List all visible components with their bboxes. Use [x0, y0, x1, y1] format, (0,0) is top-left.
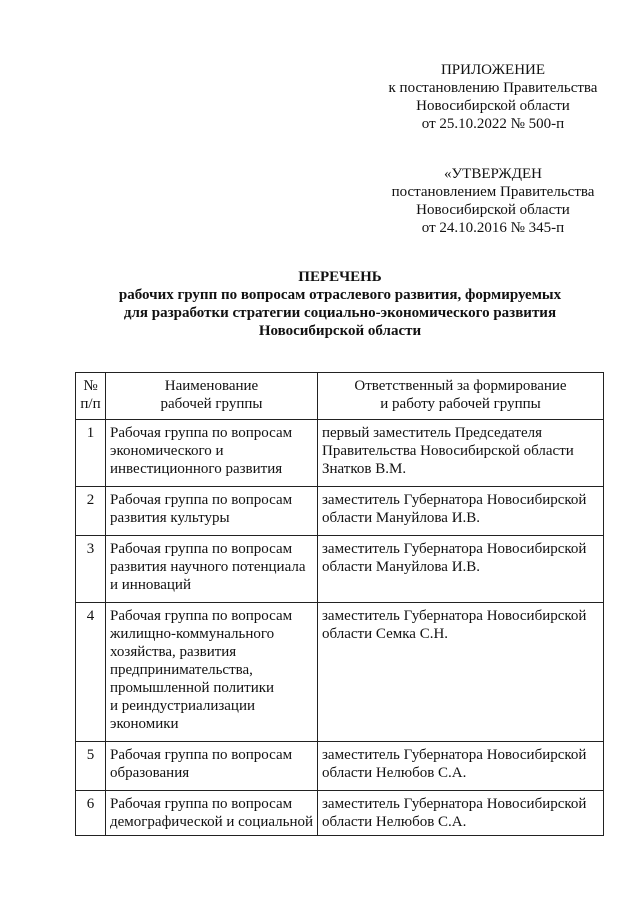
row-group-name [106, 742, 318, 791]
row-group-name [106, 487, 318, 536]
responsible-line: первый заместитель Председателя [322, 425, 542, 441]
approved-stamp [378, 165, 608, 237]
group-name-line: предпринимательства, [110, 662, 253, 678]
group-name-line: Рабочая группа по вопросам [110, 492, 293, 508]
approved-line-2: Новосибирской области [416, 202, 570, 218]
row-responsible [318, 603, 604, 742]
group-name-line: Рабочая группа по вопросам [110, 796, 293, 812]
title-line-1: рабочих групп по вопросам отраслевого развития, формируемых [118, 287, 562, 303]
responsible-line: области Мануйлова И.В. [322, 510, 481, 526]
responsible-line: Знатков В.М. [322, 461, 407, 477]
title-line-3: Новосибирской области [258, 323, 422, 339]
row-group-name [106, 603, 318, 742]
header-responsible-line: Ответственный за формирование [354, 378, 567, 394]
header-responsible [318, 373, 604, 420]
group-name-line: жилищно-коммунального [110, 626, 275, 642]
appendix-line-2: Новосибирской области [416, 98, 570, 114]
row-number: 4 [76, 603, 106, 742]
row-responsible [318, 420, 604, 487]
header-name-line: Наименование [164, 378, 259, 394]
group-name-line: Рабочая группа по вопросам [110, 747, 293, 763]
responsible-line: заместитель Губернатора Новосибирской [322, 492, 587, 508]
responsible-line: области Нелюбов С.А. [322, 765, 467, 781]
group-name-line: экономики [110, 716, 179, 732]
table-row [76, 536, 604, 603]
row-number: 5 [76, 742, 106, 791]
appendix-line-3: от 25.10.2022 № 500-п [421, 116, 565, 132]
table-row [76, 487, 604, 536]
responsible-line: заместитель Губернатора Новосибирской [322, 541, 587, 557]
row-responsible [318, 536, 604, 603]
title-line-2: для разработки стратегии социально-экономического развития [123, 305, 557, 321]
row-number: 2 [76, 487, 106, 536]
appendix-title: ПРИЛОЖЕНИЕ [440, 62, 546, 78]
header-name-line: рабочей группы [160, 396, 263, 412]
approved-line-1: постановлением Правительства [391, 184, 595, 200]
group-name-line: Рабочая группа по вопросам [110, 541, 293, 557]
group-name-line: развития научного потенциала [110, 559, 306, 575]
group-name-line: развития культуры [110, 510, 230, 526]
header-num-line: № [83, 378, 98, 394]
document-title [60, 268, 620, 340]
row-group-name [106, 420, 318, 487]
group-name-line: образования [110, 765, 190, 781]
header-num-line: п/п [80, 396, 101, 412]
row-group-name [106, 536, 318, 603]
table-row [76, 603, 604, 742]
approved-line-3: от 24.10.2016 № 345-п [421, 220, 565, 236]
table-row [76, 420, 604, 487]
responsible-line: области Семка С.Н. [322, 626, 449, 642]
group-name-line: Рабочая группа по вопросам [110, 608, 293, 624]
appendix-stamp [378, 61, 608, 133]
header-name [106, 373, 318, 420]
group-name-line: хозяйства, развития [110, 644, 237, 660]
group-name-line: Рабочая группа по вопросам [110, 425, 293, 441]
working-groups-table [75, 372, 604, 836]
group-name-line: демографической и социальной [110, 814, 314, 830]
row-number: 1 [76, 420, 106, 487]
table-row [76, 742, 604, 791]
group-name-line: и инноваций [110, 577, 191, 593]
responsible-line: Правительства Новосибирской области [322, 443, 574, 459]
responsible-line: области Мануйлова И.В. [322, 559, 481, 575]
group-name-line: инвестиционного развития [110, 461, 283, 477]
title-heading: ПЕРЕЧЕНЬ [298, 269, 382, 285]
group-name-line: промышленной политики [110, 680, 275, 696]
group-name-line: и реиндустриализации [110, 698, 256, 714]
appendix-line-1: к постановлению Правительства [388, 80, 598, 96]
row-number: 3 [76, 536, 106, 603]
row-group-name [106, 791, 318, 836]
table-body [76, 420, 604, 836]
group-name-line: экономического и [110, 443, 224, 459]
responsible-line: заместитель Губернатора Новосибирской [322, 747, 587, 763]
responsible-line: заместитель Губернатора Новосибирской [322, 796, 587, 812]
approved-title: «УТВЕРЖДЕН [444, 166, 542, 182]
responsible-line: области Нелюбов С.А. [322, 814, 467, 830]
row-responsible [318, 742, 604, 791]
row-number: 6 [76, 791, 106, 836]
row-responsible [318, 487, 604, 536]
row-responsible [318, 791, 604, 836]
table-row [76, 791, 604, 836]
header-responsible-line: и работу рабочей группы [380, 396, 541, 412]
responsible-line: заместитель Губернатора Новосибирской [322, 608, 587, 624]
table-header-row [76, 373, 604, 420]
header-num [76, 373, 106, 420]
